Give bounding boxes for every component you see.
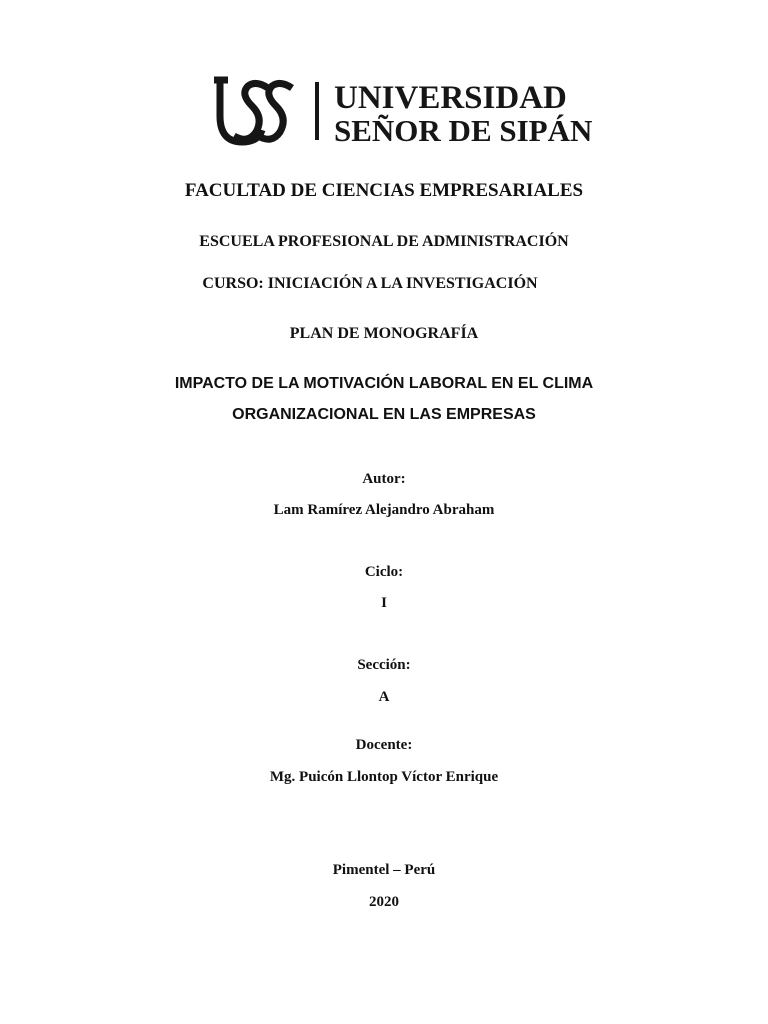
uss-logo-icon bbox=[212, 74, 592, 148]
place-line: Pimentel – Perú bbox=[332, 862, 436, 878]
section-value: A bbox=[378, 689, 390, 705]
author-label: Autor: bbox=[362, 471, 406, 487]
cycle-label: Ciclo: bbox=[364, 564, 404, 580]
faculty-heading: FACULTAD DE CIENCIAS EMPRESARIALES bbox=[184, 180, 584, 201]
document-title-line-2: ORGANIZACIONAL EN LAS EMPRESAS bbox=[232, 406, 536, 423]
logo-line1: UNIVERSIDAD bbox=[334, 80, 567, 116]
teacher-name: Mg. Puicón Llontop Víctor Enrique bbox=[269, 769, 499, 785]
school-heading: ESCUELA PROFESIONAL DE ADMINISTRACIÓN bbox=[199, 233, 569, 250]
author-name: Lam Ramírez Alejandro Abraham bbox=[273, 502, 495, 518]
section-label: Sección: bbox=[357, 657, 411, 673]
university-logo bbox=[212, 74, 592, 148]
logo-line2: SEÑOR DE SIPÁN bbox=[334, 113, 592, 148]
year-line: 2020 bbox=[369, 894, 399, 910]
teacher-label: Docente: bbox=[355, 737, 413, 753]
course-heading: CURSO: INICIACIÓN A LA INVESTIGACIÓN bbox=[202, 275, 538, 292]
cycle-value: I bbox=[381, 595, 387, 611]
plan-heading: PLAN DE MONOGRAFÍA bbox=[289, 325, 479, 342]
document-title-line-1: IMPACTO DE LA MOTIVACIÓN LABORAL EN EL CLIMA bbox=[174, 375, 594, 392]
